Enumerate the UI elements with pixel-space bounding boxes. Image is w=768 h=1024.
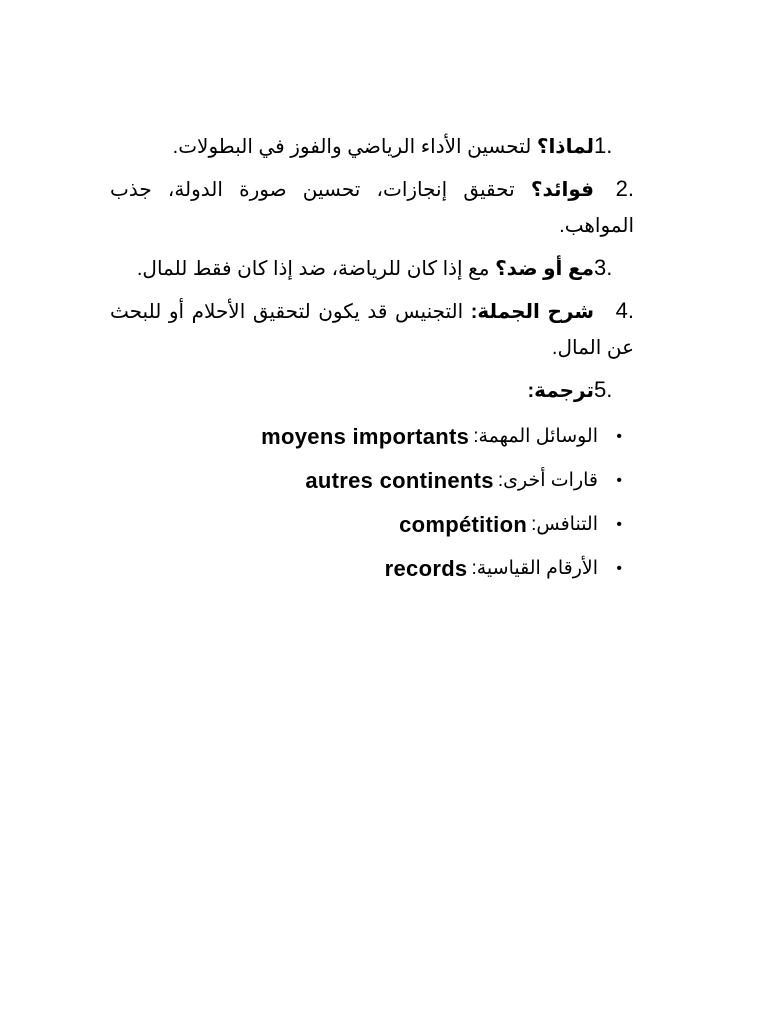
translation-item [110, 503, 634, 547]
item-number: 2. [615, 176, 634, 201]
translation-item [110, 459, 634, 503]
translation-item [110, 415, 634, 459]
french-term: records [384, 556, 468, 581]
item-text: لتحسين الأداء الرياضي والفوز في البطولات. [172, 136, 537, 158]
list-item-1 [110, 128, 634, 165]
item-number: 4. [615, 298, 634, 323]
bullet-icon: • [616, 472, 622, 489]
french-term: autres continents [305, 468, 494, 493]
list-item-3 [110, 250, 634, 287]
arabic-term: قارات أخرى [503, 470, 598, 491]
translation-item [110, 547, 634, 591]
item-label: لماذا؟ [536, 136, 594, 158]
item-number: 3. [594, 255, 613, 280]
bullet-icon: • [616, 516, 622, 533]
arabic-term: الوسائل المهمة [478, 426, 598, 447]
term-colon: : [471, 558, 477, 579]
item-number: 1. [594, 133, 613, 158]
item-label: مع أو ضد؟ [495, 258, 594, 280]
item-text: التجنيس قد يكون لتحقيق الأحلام أو للبحث عن المال. [110, 301, 634, 359]
bullet-icon: • [616, 560, 622, 577]
arabic-term: التنافس [536, 514, 598, 535]
french-term: moyens importants [261, 424, 470, 449]
arabic-term: الأرقام القياسية [476, 558, 598, 579]
french-term: compétition [399, 512, 528, 537]
item-text: مع إذا كان للرياضة، ضد إذا كان فقط للمال. [136, 258, 496, 280]
item-label: ترجمة: [527, 380, 594, 402]
item-label: شرح الجملة: [470, 301, 594, 323]
item-label: فوائد؟ [530, 179, 594, 201]
document-page [110, 128, 634, 591]
term-colon: : [531, 514, 537, 535]
translation-list [110, 415, 634, 591]
list-item-5 [110, 372, 634, 409]
item-text: تحقيق إنجازات، تحسين صورة الدولة، جذب المواهب. [110, 179, 634, 237]
item-number: 5. [594, 377, 613, 402]
term-colon: : [497, 470, 504, 491]
list-item-2 [110, 171, 634, 244]
bullet-icon: • [616, 428, 622, 445]
term-colon: : [473, 426, 479, 447]
list-item-4 [110, 293, 634, 366]
